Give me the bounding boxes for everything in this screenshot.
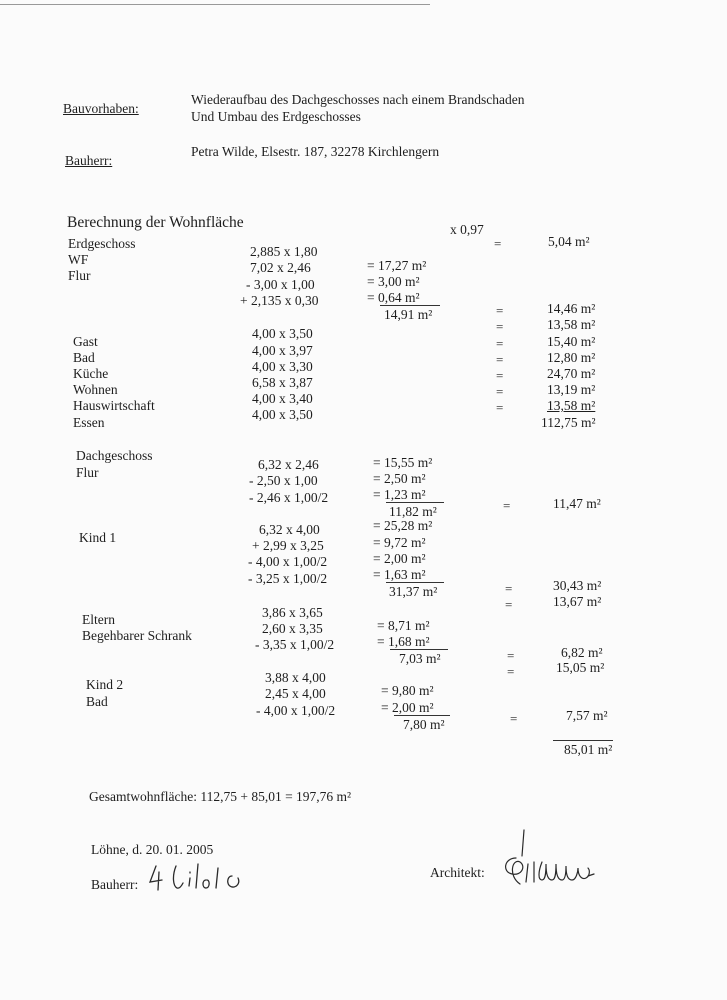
dg-eltern-calc-1: 3,86 x 3,65 bbox=[262, 605, 323, 620]
eg-sub-3: = 0,64 m² bbox=[367, 290, 420, 305]
dg-flur-total: 11,82 m² bbox=[389, 504, 437, 519]
bauherr-signature bbox=[146, 858, 271, 894]
eg-sub-rule bbox=[380, 305, 440, 306]
dg-bad-label: Bad bbox=[86, 694, 108, 709]
calculation-title: Berechnung der Wohnfläche bbox=[67, 214, 244, 231]
eq-sign: = bbox=[496, 384, 504, 399]
eg-room-result-4: 24,70 m² bbox=[547, 366, 596, 381]
dg-total-rule bbox=[553, 740, 613, 741]
dg-kind2-result: 15,05 m² bbox=[556, 660, 605, 675]
eg-room-wohnen: Wohnen bbox=[73, 382, 118, 397]
eq-sign: = bbox=[494, 236, 502, 251]
dg-eltern-calc-3: - 3,35 x 1,00/2 bbox=[255, 637, 335, 652]
dg-eltern-result: 13,67 m² bbox=[553, 594, 602, 609]
eq-sign: = bbox=[496, 400, 504, 415]
dg-flur-sub-3: = 1,23 m² bbox=[373, 487, 426, 502]
eq-sign: = bbox=[507, 664, 515, 679]
dg-kind1-result: 30,43 m² bbox=[553, 578, 602, 593]
eg-room-gast: Gast bbox=[73, 334, 98, 349]
dg-flur-label: Flur bbox=[76, 465, 99, 480]
dg-kind1-total: 31,37 m² bbox=[389, 584, 438, 599]
reduction-factor: x 0,97 bbox=[450, 222, 484, 237]
eg-calc-4: + 2,135 x 0,30 bbox=[240, 293, 319, 308]
eg-room-essen: Essen bbox=[73, 415, 105, 430]
eg-sub-2: = 3,00 m² bbox=[367, 274, 420, 289]
eq-sign: = bbox=[496, 303, 504, 318]
dg-kind1-sub-1: = 25,28 m² bbox=[373, 518, 433, 533]
bauherr-label: Bauherr: bbox=[65, 153, 113, 168]
eg-room-calc-4: 6,58 x 3,87 bbox=[252, 375, 313, 390]
dg-kind1-sub-4: = 1,63 m² bbox=[373, 567, 426, 582]
eq-sign: = bbox=[503, 498, 511, 513]
dg-bad-total: 7,80 m² bbox=[403, 717, 445, 732]
dg-kind2-calc-2: 2,45 x 4,00 bbox=[265, 686, 326, 701]
eg-room-calc-3: 4,00 x 3,30 bbox=[252, 359, 313, 374]
dg-schrank-sub-1: = 8,71 m² bbox=[377, 618, 430, 633]
eg-total: 112,75 m² bbox=[541, 415, 596, 430]
eq-sign: = bbox=[496, 336, 504, 351]
total-living-area: Gesamtwohnfläche: 112,75 + 85,01 = 197,76 m² bbox=[89, 789, 352, 804]
dg-kind1-rule bbox=[386, 582, 444, 583]
dg-flur-calc-1: 6,32 x 2,46 bbox=[258, 457, 319, 472]
eg-flur-label: Flur bbox=[68, 268, 91, 283]
eg-room-bad: Bad bbox=[73, 350, 95, 365]
eg-room-result-1: 13,58 m² bbox=[547, 317, 596, 332]
dg-flur-result: 11,47 m² bbox=[553, 496, 601, 511]
eg-room-kueche: Küche bbox=[73, 366, 109, 381]
dg-kind1-calc-4: - 3,25 x 1,00/2 bbox=[248, 571, 328, 586]
dg-kind2-calc-3: - 4,00 x 1,00/2 bbox=[256, 703, 336, 718]
eq-sign: = bbox=[507, 648, 515, 663]
top-edge-line bbox=[0, 4, 430, 5]
eg-sub-1: = 17,27 m² bbox=[367, 258, 427, 273]
eg-calc-2: 7,02 x 2,46 bbox=[250, 260, 311, 275]
dg-bad-sub-2: = 2,00 m² bbox=[381, 700, 434, 715]
eq-sign: = bbox=[505, 597, 513, 612]
bauherr-value: Petra Wilde, Elsestr. 187, 32278 Kirchlengern bbox=[191, 144, 440, 159]
dg-schrank-rule bbox=[390, 649, 448, 650]
eg-room-result-6: 13,58 m² bbox=[547, 398, 596, 413]
eg-wf-result: 5,04 m² bbox=[548, 234, 590, 249]
eg-room-hauswirtschaft: Hauswirtschaft bbox=[73, 398, 155, 413]
dg-bad-rule bbox=[394, 715, 450, 716]
dg-bad-sub-1: = 9,80 m² bbox=[381, 683, 434, 698]
dg-eltern-label: Eltern bbox=[82, 612, 115, 627]
bauvorhaben-label: Bauvorhaben: bbox=[63, 101, 139, 116]
dg-schrank-result: 6,82 m² bbox=[561, 645, 603, 660]
dg-heading: Dachgeschoss bbox=[76, 448, 153, 463]
eg-calc-1: 2,885 x 1,80 bbox=[250, 244, 318, 259]
dg-kind1-label: Kind 1 bbox=[79, 530, 117, 545]
eq-sign: = bbox=[510, 711, 518, 726]
dg-flur-calc-2: - 2,50 x 1,00 bbox=[249, 473, 318, 488]
eq-sign: = bbox=[496, 368, 504, 383]
footer-architekt-label: Architekt: bbox=[430, 865, 485, 880]
eg-room-calc-2: 4,00 x 3,97 bbox=[252, 343, 313, 358]
eg-calc-3: - 3,00 x 1,00 bbox=[246, 277, 315, 292]
eg-sub-total: 14,91 m² bbox=[384, 307, 433, 322]
dg-flur-sub-1: = 15,55 m² bbox=[373, 455, 433, 470]
dg-flur-calc-3: - 2,46 x 1,00/2 bbox=[249, 490, 329, 505]
dg-flur-rule bbox=[386, 502, 444, 503]
dg-flur-sub-2: = 2,50 m² bbox=[373, 471, 426, 486]
footer-bauherr-label: Bauherr: bbox=[91, 877, 139, 892]
eg-room-result-2: 15,40 m² bbox=[547, 334, 596, 349]
dg-total: 85,01 m² bbox=[564, 742, 613, 757]
bauvorhaben-line1: Wiederaufbau des Dachgeschosses nach einem Brandschaden bbox=[191, 92, 525, 107]
eg-flur-result: 14,46 m² bbox=[547, 301, 596, 316]
eq-sign: = bbox=[496, 352, 504, 367]
dg-schrank-sub-2: = 1,68 m² bbox=[377, 634, 430, 649]
eg-room-result-5: 13,19 m² bbox=[547, 382, 596, 397]
eq-sign: = bbox=[496, 319, 504, 334]
eg-room-result-3: 12,80 m² bbox=[547, 350, 596, 365]
dg-eltern-calc-2: 2,60 x 3,35 bbox=[262, 621, 323, 636]
eq-sign: = bbox=[505, 581, 513, 596]
eg-room-calc-5: 4,00 x 3,40 bbox=[252, 391, 313, 406]
eg-heading: Erdgeschoss bbox=[68, 236, 136, 251]
dg-schrank-total: 7,03 m² bbox=[399, 651, 441, 666]
bauvorhaben-line2: Und Umbau des Erdgeschosses bbox=[191, 109, 361, 124]
dg-kind2-calc-1: 3,88 x 4,00 bbox=[265, 670, 326, 685]
dg-kind1-calc-1: 6,32 x 4,00 bbox=[259, 522, 320, 537]
dg-kind1-sub-2: = 9,72 m² bbox=[373, 535, 426, 550]
dg-bad-result: 7,57 m² bbox=[566, 708, 608, 723]
eg-wf-label: WF bbox=[68, 252, 89, 267]
dg-kind1-calc-2: + 2,99 x 3,25 bbox=[252, 538, 324, 553]
dg-schrank-label: Begehbarer Schrank bbox=[82, 628, 192, 643]
dg-kind2-label: Kind 2 bbox=[86, 677, 124, 692]
dg-kind1-calc-3: - 4,00 x 1,00/2 bbox=[248, 554, 328, 569]
eg-room-calc-6: 4,00 x 3,50 bbox=[252, 407, 313, 422]
architekt-signature bbox=[490, 826, 605, 892]
dg-kind1-sub-3: = 2,00 m² bbox=[373, 551, 426, 566]
date-place: Löhne, d. 20. 01. 2005 bbox=[91, 842, 214, 857]
eg-room-calc-1: 4,00 x 3,50 bbox=[252, 326, 313, 341]
